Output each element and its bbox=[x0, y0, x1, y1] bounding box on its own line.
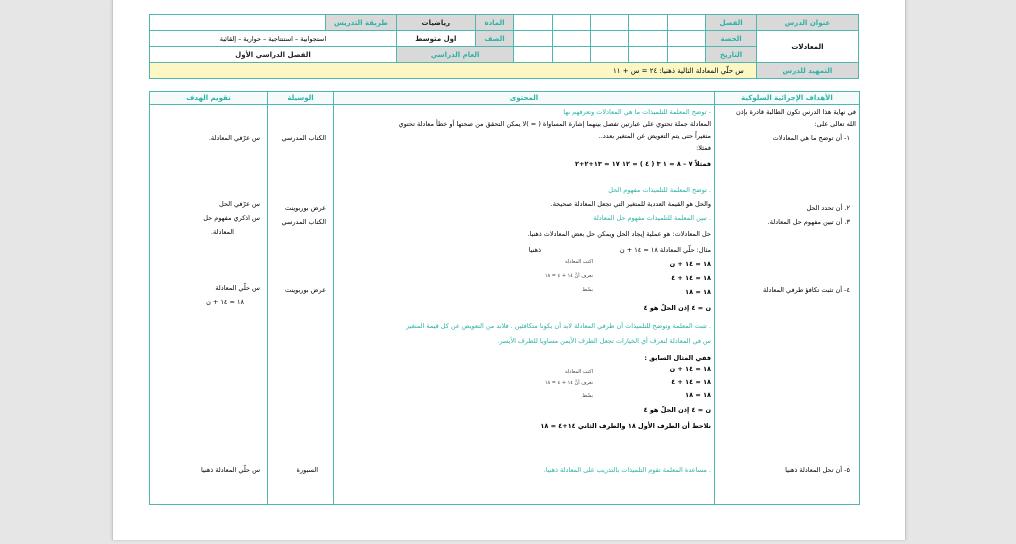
content-line: المعادلة جملة تحتوي على عبارتين تفصل بينهما إشارة المساواة ( = )لا يمكن التحقق من صحتها أو خطأ معادلة تحتوي bbox=[398, 120, 711, 128]
lesson-title: المعادلات bbox=[756, 31, 858, 63]
aid-item: الكتاب المدرسي bbox=[281, 218, 326, 226]
equation-result: ن = ٤ إذن الحلّ هو ٤ bbox=[643, 406, 711, 414]
content-line: - توضح المعلمة للتلميذات ما هي المعادلات وتعرفهم بها bbox=[563, 108, 711, 116]
content-line: حل المعادلات: هو عملية إيجاد الحل ويمكن حل بعض المعادلات ذهنيا. bbox=[527, 230, 711, 238]
equation-step: ١٨ = ١٨ bbox=[685, 288, 711, 296]
aid-cell bbox=[268, 105, 334, 505]
content-line: نلاحظ أن الطرف الأول ١٨ والطرف الثاني ١٤+٤ = ١٨ bbox=[540, 422, 711, 430]
equation-step: ١٨ = ١٤ + ن bbox=[669, 260, 711, 268]
equation-result: ن = ٤ إذن الحلّ هو ٤ bbox=[643, 304, 711, 312]
objective-5: ٥- أن تحل المعادلة ذهنيا bbox=[785, 466, 850, 474]
blank-cell bbox=[667, 15, 705, 31]
evaluation-header: تقويم الهدف bbox=[150, 92, 268, 105]
blank-cell bbox=[591, 31, 629, 47]
lesson-header-table bbox=[149, 14, 859, 79]
blank-cell bbox=[514, 31, 552, 47]
evaluation-cell bbox=[150, 105, 268, 505]
document-page bbox=[112, 0, 906, 540]
equation-note: نعرف أنَّ ١٤ + ٤ = ١٨ bbox=[544, 273, 593, 279]
grade-value: اول متوسط bbox=[396, 31, 475, 47]
evaluation-item: س عرّفي الحل bbox=[219, 200, 260, 208]
blank-cell bbox=[667, 31, 705, 47]
aid-header: الوسيلة bbox=[268, 92, 334, 105]
lesson-title-label: عنوان الدرس bbox=[756, 15, 858, 31]
content-line: ففي المثال السابق : bbox=[644, 354, 711, 362]
blank-cell bbox=[629, 31, 667, 47]
content-line: ذهنيا bbox=[528, 246, 541, 254]
equation-note: بسّط bbox=[582, 287, 593, 293]
class-label: الفصل bbox=[706, 15, 757, 31]
year-label: العام الدراسي bbox=[396, 47, 513, 63]
objectives-intro-2: الله تعالى على: bbox=[814, 120, 856, 128]
evaluation-item: س حلّي المعادلة ذهنيا bbox=[201, 466, 260, 474]
term-value: الفصل الدراسي الأول bbox=[150, 47, 397, 63]
equation-note: نعرف أنَّ ١٤ + ٤ = ١٨ bbox=[544, 380, 593, 386]
blank-cell bbox=[667, 47, 705, 63]
evaluation-item: س اذكري مفهوم حل bbox=[203, 214, 260, 222]
blank-cell bbox=[514, 15, 552, 31]
method-label: طريقة التدريس bbox=[326, 15, 397, 31]
objective-3: ٣. أن تبين مفهوم حل المعادلة. bbox=[767, 218, 850, 226]
date-label: التاريخ bbox=[706, 47, 757, 63]
content-line: . توضح المعلمة للتلميذات مفهوم الحل bbox=[608, 186, 711, 194]
objectives-header: الأهداف الإجرائية السلوكية bbox=[715, 92, 860, 105]
blank-cell bbox=[552, 15, 590, 31]
content-line: . تثبت المعلمة وتوضح للتلميذات أن طرفي المعادلة لابد أن يكونا متكافئين . فلابد من التعويض عن كل قيمة المتغير bbox=[406, 322, 711, 330]
objective-1: ١- أن توضح ما هي المعادلات bbox=[772, 134, 850, 142]
content-line: فمثلا: bbox=[696, 144, 711, 152]
blank-cell bbox=[552, 47, 590, 63]
lesson-plan-table bbox=[149, 91, 860, 505]
aid-item: الكتاب المدرسي bbox=[281, 134, 326, 142]
blank-cell bbox=[591, 47, 629, 63]
equation-note: اكتب المعادلة bbox=[565, 369, 593, 375]
evaluation-item: س عرّفي المعادلة. bbox=[208, 134, 260, 142]
objective-4: ٤- أن تثبت تكافؤ طرفي المعادلة bbox=[762, 286, 850, 294]
equation-step: ١٨ = ١٤ + ٤ bbox=[671, 378, 711, 386]
equation-step: ١٨ = ١٤ + ن bbox=[669, 365, 711, 373]
objective-2: ٢. أن تحدد الحل bbox=[806, 204, 850, 212]
intro-text: س حلّي المعادلة التالية ذهنيا: ٢٤ = س + ١١ bbox=[150, 63, 757, 79]
equation-step: ١٨ = ١٤ + ٤ bbox=[671, 274, 711, 282]
content-line: مثال: حلّي المعادلة ١٨ = ١٤ + ن bbox=[619, 246, 711, 254]
aid-item: عرض بوربوينت bbox=[284, 286, 326, 294]
equation-note: بسّط bbox=[582, 393, 593, 399]
period-label: الحصة bbox=[706, 31, 757, 47]
equation-note: اكتب المعادلة bbox=[565, 259, 593, 265]
content-example: فمثلاً ٧ – ٨ = ١ ٣ ( ٤ ) = ١٢ ١٧ = ١٣+٢+٢ bbox=[575, 160, 711, 168]
content-line: والحل هو القيمة العددية للمتغير التي تجعل المعادلة صحيحة. bbox=[550, 200, 711, 208]
blank-cell bbox=[629, 15, 667, 31]
aid-item: عرض بوربوينت bbox=[284, 204, 326, 212]
subject-value: رياضيات bbox=[396, 15, 475, 31]
grade-label: الصف bbox=[475, 31, 513, 47]
aid-item: السبورة bbox=[296, 466, 318, 474]
content-line: متغيراً حتى يتم التعويض عن المتغير بعدد.. bbox=[598, 132, 711, 140]
blank-cell bbox=[552, 31, 590, 47]
intro-label: التمهيد للدرس bbox=[756, 63, 858, 79]
content-cell bbox=[334, 105, 715, 505]
objectives-intro: في نهاية هذا الدرس تكون الطالبة قادرة بإذن bbox=[735, 108, 856, 116]
blank-cell bbox=[514, 47, 552, 63]
subject-label: المادة bbox=[475, 15, 513, 31]
evaluation-item: المعادلة. bbox=[210, 228, 234, 236]
blank-cell bbox=[150, 15, 326, 31]
blank-cell bbox=[591, 15, 629, 31]
content-header: المحتوى bbox=[334, 92, 715, 105]
objectives-cell bbox=[715, 105, 860, 505]
content-line: . تبين المعلمة للتلميذات مفهوم حل المعادلة bbox=[593, 214, 711, 222]
equation-step: ١٨ = ١٨ bbox=[685, 391, 711, 399]
method-value: استجوابية – استنتاجية – حوارية – إلقائية bbox=[150, 31, 397, 47]
content-line: . مساعدة المعلمة تقوم التلميذات بالتدريب على المعادلة ذهنيا. bbox=[543, 466, 711, 474]
content-line: س في المعادلة لنعرف أي الخيارات تجعل الطرف الأيمن مساويا للطرف الأيسر. bbox=[497, 337, 711, 345]
blank-cell bbox=[629, 47, 667, 63]
evaluation-item: ١٨ = ١٤ + ن bbox=[206, 298, 244, 306]
evaluation-item: س حلّي المعادلة bbox=[215, 284, 260, 292]
